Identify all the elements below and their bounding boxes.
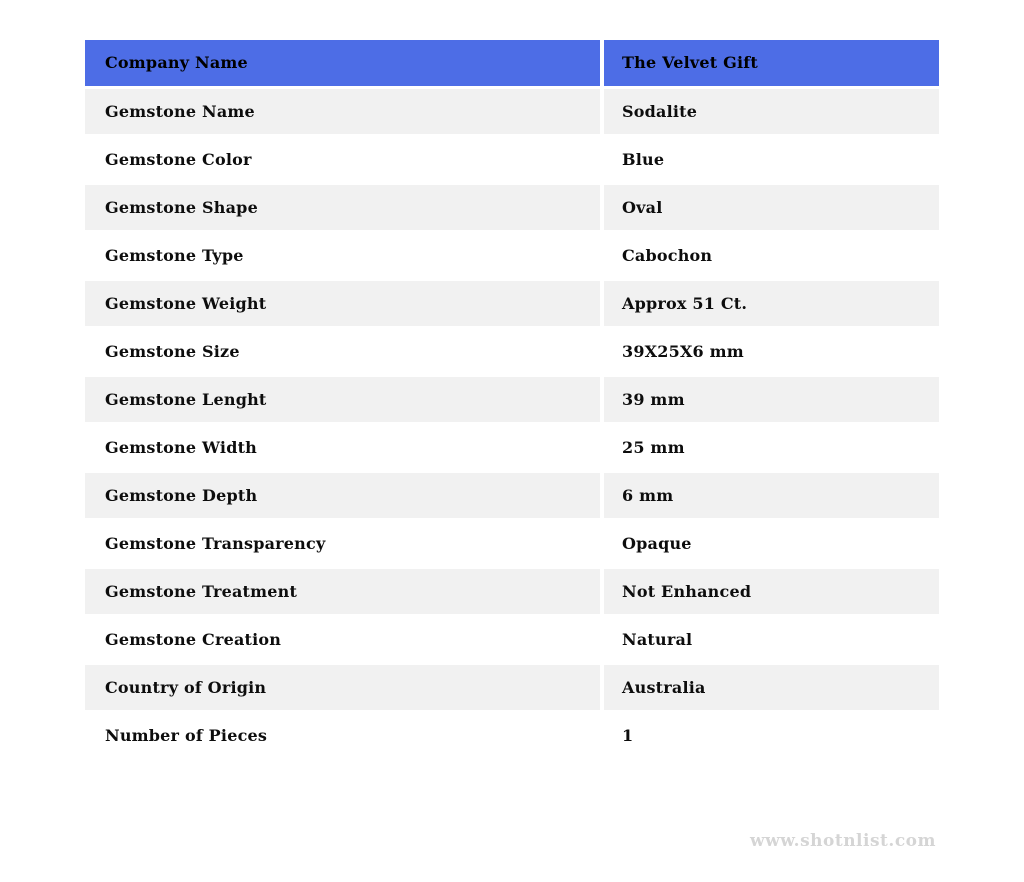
row-label: Gemstone Width — [85, 423, 602, 471]
row-label: Gemstone Creation — [85, 615, 602, 663]
row-value: Opaque — [602, 519, 939, 567]
row-value: Blue — [602, 135, 939, 183]
table-row — [85, 519, 939, 567]
table-row — [85, 279, 939, 327]
row-value: 39 mm — [602, 375, 939, 423]
row-label: Gemstone Treatment — [85, 567, 602, 615]
table-row — [85, 183, 939, 231]
table-row — [85, 135, 939, 183]
table-row — [85, 327, 939, 375]
table-row — [85, 615, 939, 663]
row-label: Gemstone Name — [85, 87, 602, 135]
row-label: Gemstone Color — [85, 135, 602, 183]
table-row — [85, 471, 939, 519]
row-label: Country of Origin — [85, 663, 602, 711]
row-value: Sodalite — [602, 87, 939, 135]
row-value: Natural — [602, 615, 939, 663]
row-value: Australia — [602, 663, 939, 711]
row-value: Not Enhanced — [602, 567, 939, 615]
row-label: Gemstone Shape — [85, 183, 602, 231]
table-row — [85, 663, 939, 711]
table-row — [85, 567, 939, 615]
row-value: 25 mm — [602, 423, 939, 471]
row-label: Gemstone Weight — [85, 279, 602, 327]
row-label: Gemstone Transparency — [85, 519, 602, 567]
header-value-company-name: The Velvet Gift — [602, 40, 939, 87]
table-row — [85, 231, 939, 279]
row-label: Gemstone Type — [85, 231, 602, 279]
row-value: 39X25X6 mm — [602, 327, 939, 375]
watermark: www.shotnlist.com — [749, 831, 936, 851]
gemstone-spec-table — [85, 40, 939, 761]
row-label: Gemstone Size — [85, 327, 602, 375]
row-value: Oval — [602, 183, 939, 231]
row-label: Gemstone Lenght — [85, 375, 602, 423]
table-row — [85, 87, 939, 135]
row-value: Cabochon — [602, 231, 939, 279]
table-row — [85, 375, 939, 423]
table-header-row — [85, 40, 939, 87]
row-label: Number of Pieces — [85, 711, 602, 759]
table-row — [85, 711, 939, 759]
row-value: Approx 51 Ct. — [602, 279, 939, 327]
header-label-company-name: Company Name — [85, 40, 602, 87]
row-label: Gemstone Depth — [85, 471, 602, 519]
table-row — [85, 423, 939, 471]
row-value: 1 — [602, 711, 939, 759]
row-value: 6 mm — [602, 471, 939, 519]
